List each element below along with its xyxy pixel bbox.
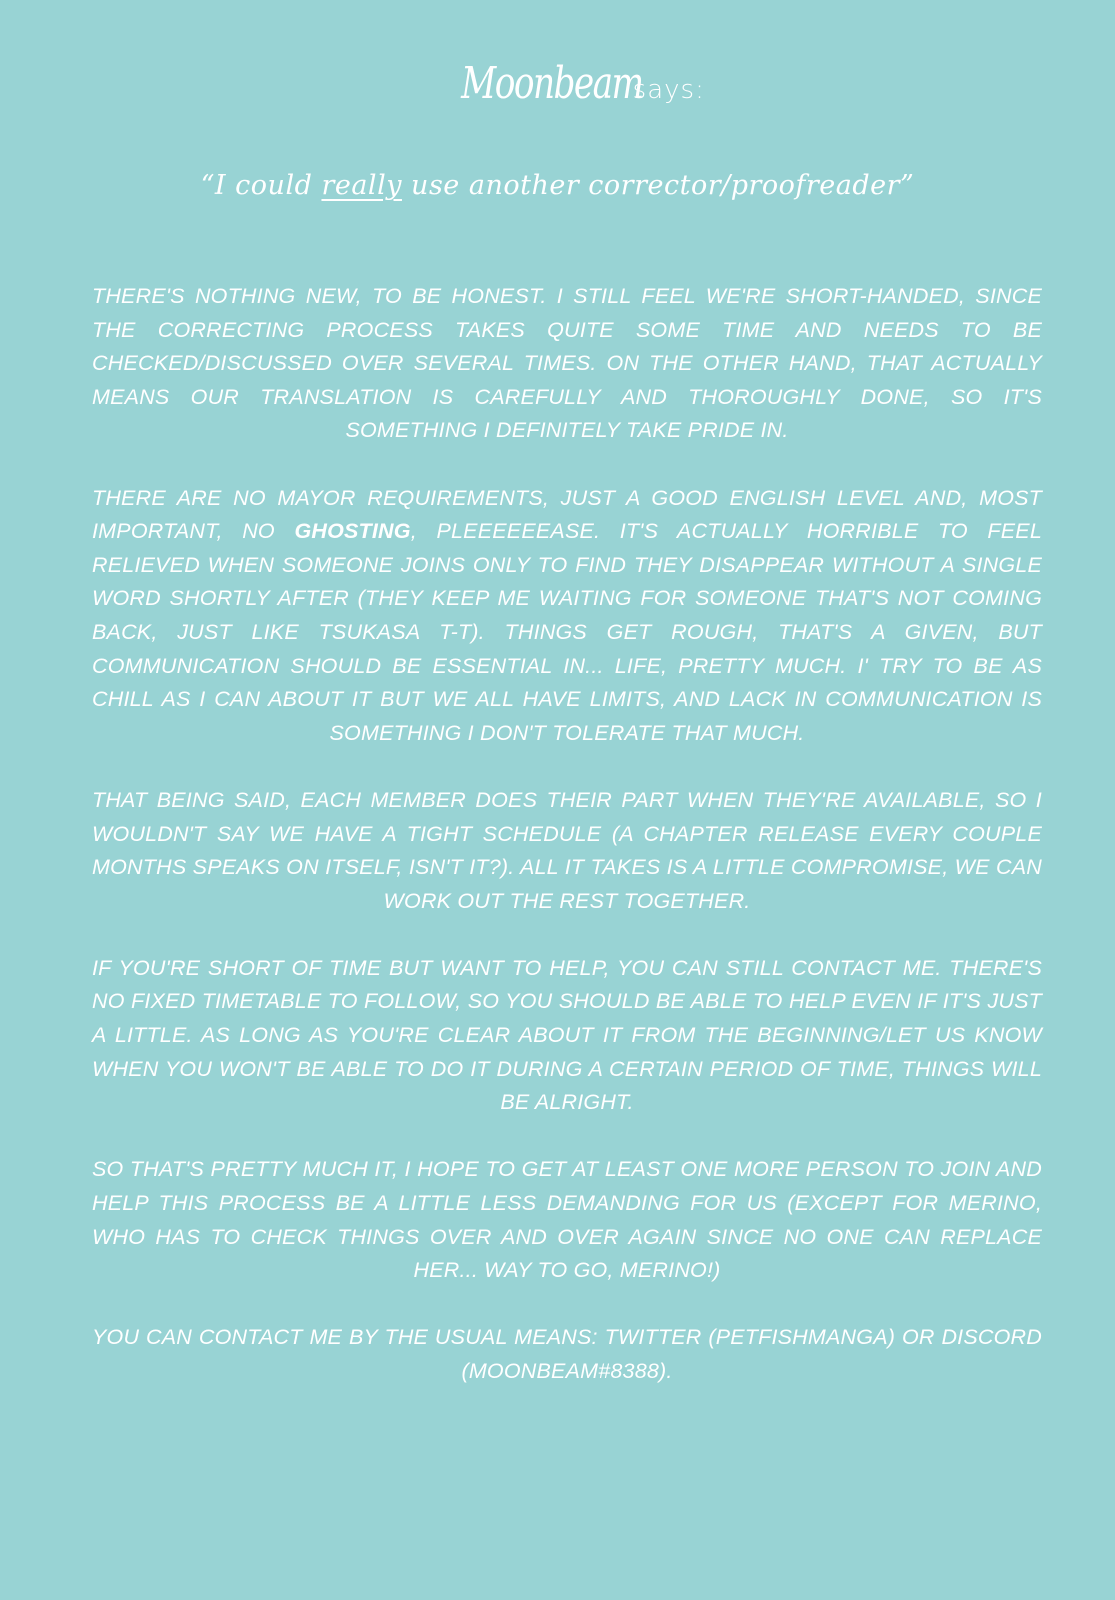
paragraph-4: IF YOU'RE SHORT OF TIME BUT WANT TO HELP, YOU CAN STILL CONTACT ME. THERE'S NO FIXED TIMETABLE TO FOLLOW, SO YOU SHOULD BE ABLE TO HELP EVEN IF IT'S JUST A LITTLE. AS LONG AS YOU'RE CLEAR ABOUT IT FROM THE BEGINNING/LET US KNOW WHEN YOU WON'T BE ABLE TO DO IT DURING A CERTAIN PERIOD OF TIME, THINGS WILL BE ALRIGHT. bbox=[92, 955, 1042, 1115]
says-label: says: bbox=[632, 75, 705, 105]
quote-open: “I could bbox=[200, 170, 322, 201]
speaker-name: Moonbeam bbox=[461, 58, 643, 109]
quote-close: use another corrector/proofreader” bbox=[401, 170, 915, 201]
headline-quote bbox=[0, 170, 1115, 201]
ghosting-emphasis: GHOSTING bbox=[294, 519, 411, 544]
paragraph-2-after: , PLEEEEEEASE. IT'S ACTUALLY HORRIBLE TO FEEL RELIEVED WHEN SOMEONE JOINS ONLY TO FIND THEY DISAPPEAR WITHOUT A SINGLE WORD SHORTLY AFTER (THEY KEEP ME WAITING FOR SOMEONE THAT'S NOT COMING BACK, JUST LIKE TSUKASA T-T). THINGS GET ROUGH, THAT'S A GIVEN, BUT COMMUNICATION SHOULD BE ESSENTIAL IN... LIFE, PRETTY MUCH. I' TRY TO BE AS CHILL AS I CAN ABOUT IT BUT WE ALL HAVE LIMITS, AND LACK IN COMMUNICATION IS SOMETHING I DON'T TOLERATE THAT MUCH. bbox=[92, 519, 1042, 745]
paragraph-2 bbox=[92, 482, 1042, 751]
quote-emphasis: really bbox=[321, 170, 402, 201]
paragraph-3: THAT BEING SAID, EACH MEMBER DOES THEIR PART WHEN THEY'RE AVAILABLE, SO I WOULDN'T SAY WE HAVE A TIGHT SCHEDULE (A CHAPTER RELEASE EVERY COUPLE MONTHS SPEAKS ON ITSELF, ISN'T IT?). ALL IT TAKES IS A LITTLE COMPROMISE, WE CAN WORK OUT THE REST TOGETHER. bbox=[92, 787, 1042, 913]
message-body bbox=[92, 280, 1042, 1422]
paragraph-1: THERE'S NOTHING NEW, TO BE HONEST. I STILL FEEL WE'RE SHORT-HANDED, SINCE THE CORRECTING PROCESS TAKES QUITE SOME TIME AND NEEDS TO BE CHECKED/DISCUSSED OVER SEVERAL TIMES. ON THE OTHER HAND, THAT ACTUALLY MEANS OUR TRANSLATION IS CAREFULLY AND THOROUGHLY DONE, SO IT'S SOMETHING I DEFINITELY TAKE PRIDE IN. bbox=[92, 284, 1042, 443]
paragraph-6-contact: YOU CAN CONTACT ME BY THE USUAL MEANS: TWITTER (PETFISHMANGA) OR DISCORD (MOONBEAM#8388). bbox=[92, 1325, 1042, 1383]
header bbox=[0, 58, 1115, 109]
paragraph-5: SO THAT'S PRETTY MUCH IT, I HOPE TO GET AT LEAST ONE MORE PERSON TO JOIN AND HELP THIS PROCESS BE A LITTLE LESS DEMANDING FOR US (EXCEPT FOR MERINO, WHO HAS TO CHECK THINGS OVER AND OVER AGAIN SINCE NO ONE CAN REPLACE HER... WAY TO GO, MERINO!) bbox=[92, 1157, 1042, 1283]
paragraph-2-before: THERE ARE NO MAYOR REQUIREMENTS, JUST A GOOD ENGLISH LEVEL AND, MOST IMPORTANT, NO bbox=[92, 485, 1042, 544]
